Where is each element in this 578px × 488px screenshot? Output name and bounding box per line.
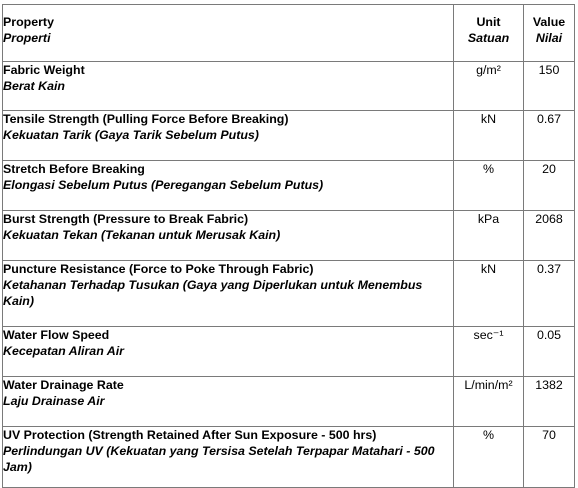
property-name-en: Tensile Strength (Pulling Force Before Breaking): [3, 112, 289, 126]
unit-cell: [454, 62, 524, 111]
table-row: [3, 111, 575, 161]
header-property-id: Properti: [3, 31, 51, 45]
header-unit-cell: [454, 5, 524, 62]
property-name-en: Water Flow Speed: [3, 328, 110, 342]
unit-text: kPa: [477, 212, 500, 226]
value-cell: [524, 427, 575, 488]
property-name-id: Elongasi Sebelum Putus (Peregangan Sebelum Putus): [3, 178, 324, 192]
value-cell: [524, 161, 575, 211]
header-property-cell: [3, 5, 454, 62]
property-name-en: Stretch Before Breaking: [3, 162, 145, 176]
property-name-en: Water Drainage Rate: [3, 378, 124, 392]
unit-text: %: [482, 162, 495, 176]
property-cell: [3, 161, 454, 211]
value-cell: [524, 327, 575, 377]
unit-cell: [454, 211, 524, 261]
unit-text: kN: [480, 112, 497, 126]
value-text: 2068: [535, 212, 563, 226]
property-name-id: Ketahanan Terhadap Tusukan (Gaya yang Diperlukan untuk Menembus Kain): [3, 278, 423, 308]
property-cell: [3, 261, 454, 327]
specification-table: [2, 4, 575, 488]
property-name-en: Fabric Weight: [3, 63, 85, 77]
value-text: 0.05: [536, 328, 562, 342]
value-text: 1382: [535, 378, 563, 392]
header-value-en: Value: [532, 15, 566, 29]
property-name-id: Laju Drainase Air: [3, 394, 105, 408]
table-row: [3, 427, 575, 488]
property-cell: [3, 111, 454, 161]
table-row: [3, 161, 575, 211]
property-name-id: Perlindungan UV (Kekuatan yang Tersisa Setelah Terpapar Matahari - 500 Jam): [3, 444, 435, 474]
unit-cell: [454, 261, 524, 327]
property-name-id: Kekuatan Tarik (Gaya Tarik Sebelum Putus): [3, 128, 259, 142]
table-row: [3, 377, 575, 427]
property-name-id: Kekuatan Tekan (Tekanan untuk Merusak Kain): [3, 228, 281, 242]
property-name-en: UV Protection (Strength Retained After Sun Exposure - 500 hrs): [3, 428, 377, 442]
unit-text: L/min/m²: [464, 378, 513, 392]
property-name-id: Berat Kain: [3, 79, 65, 93]
table-row: [3, 211, 575, 261]
header-unit-id: Satuan: [467, 31, 510, 45]
value-cell: [524, 377, 575, 427]
unit-text: %: [482, 428, 495, 442]
unit-text: g/m²: [476, 63, 501, 77]
value-cell: [524, 261, 575, 327]
property-name-id: Kecepatan Aliran Air: [3, 344, 124, 358]
value-text: 0.37: [536, 262, 562, 276]
unit-cell: [454, 427, 524, 488]
table-row: [3, 62, 575, 111]
header-value-cell: [524, 5, 575, 62]
property-name-en: Burst Strength (Pressure to Break Fabric): [3, 212, 249, 226]
property-cell: [3, 62, 454, 111]
unit-text: kN: [480, 262, 497, 276]
property-cell: [3, 327, 454, 377]
property-cell: [3, 427, 454, 488]
table-row: [3, 327, 575, 377]
table-header-row: [3, 5, 575, 62]
property-cell: [3, 377, 454, 427]
unit-cell: [454, 161, 524, 211]
value-cell: [524, 211, 575, 261]
table-row: [3, 261, 575, 327]
value-text: 150: [538, 63, 560, 77]
header-value-id: Nilai: [535, 31, 563, 45]
header-property-en: Property: [3, 15, 54, 29]
property-name-en: Puncture Resistance (Force to Poke Through Fabric): [3, 262, 314, 276]
property-cell: [3, 211, 454, 261]
value-text: 0.67: [536, 112, 562, 126]
header-unit-en: Unit: [476, 15, 501, 29]
value-cell: [524, 111, 575, 161]
value-text: 70: [542, 428, 556, 442]
unit-cell: [454, 377, 524, 427]
value-text: 20: [542, 162, 556, 176]
value-cell: [524, 62, 575, 111]
unit-text: sec⁻¹: [473, 328, 504, 342]
unit-cell: [454, 111, 524, 161]
unit-cell: [454, 327, 524, 377]
